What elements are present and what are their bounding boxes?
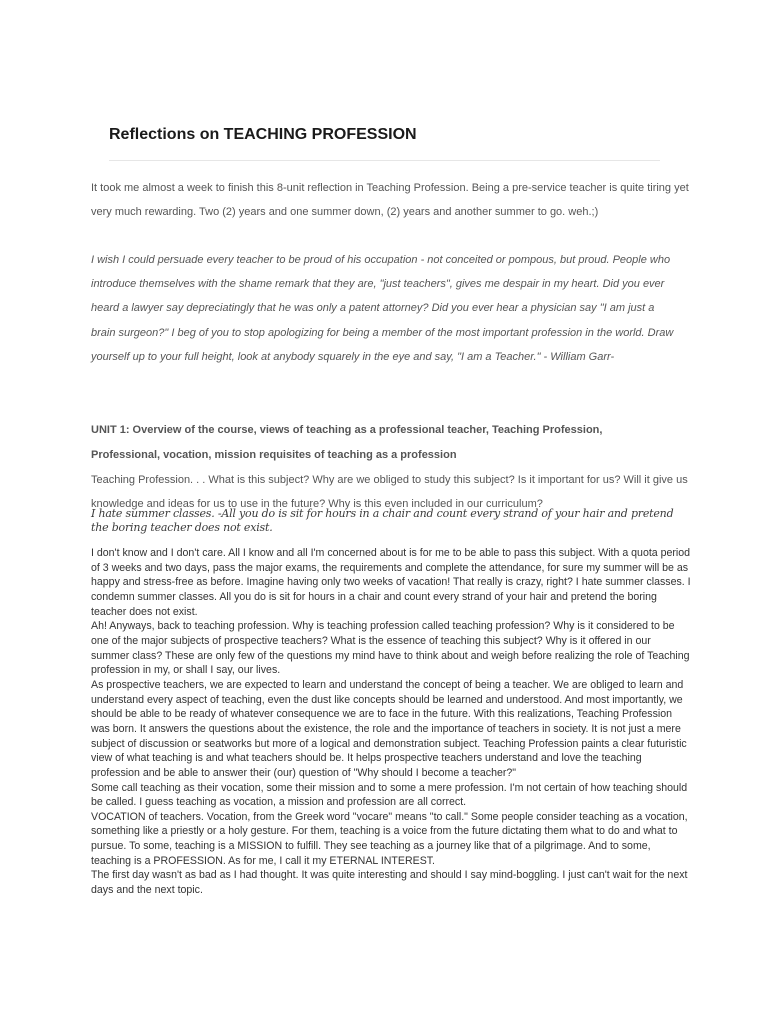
unit-1-questions: Teaching Profession. . . What is this subject? Why are we obliged to study this subject? Is it important for us? Will it give us knowledge and ideas for us to use in the future? Why is this even included in our curriculum?	[91, 474, 688, 510]
william-garr-quote: I wish I could persuade every teacher to be proud of his occupation - not conceited or pompous, but proud. People who introduce themselves with the shame remark that they are, "just teachers", gives me despair in my heart. Did you ever heard a lawyer say depreciatingly that he was only a patent attorney? Did you ever hear a physician say "I am just a brain surgeon?" I beg of you to stop apologizing for being a member of the most important profession in the world. Draw yourself up to your full height, look at anybody squarely in the eye and say, "I am a Teacher." - William Garr-	[91, 254, 674, 363]
body-text	[91, 546, 691, 898]
body-paragraph: VOCATION of teachers. Vocation, from the Greek word "vocare" means "to call." Some people consider teaching as a vocation, something like a priestly or a holy gesture. For them, teaching is a voice from the future dictating them what to do and what to pursue. To some, teaching is a MISSION to fulfill. They see teaching as a journey like that of a pilgrimage. And to some, teaching is a PROFESSION. As for me, I call it my ETERNAL INTEREST.	[91, 810, 688, 867]
body-paragraph: The first day wasn't as bad as I had thought. It was quite interesting and should I say mind-boggling. I just can't wait for the next days and the next topic.	[91, 869, 688, 897]
body-paragraph: Some call teaching as their vocation, some their mission and to some a mere profession. I'm not certain of how teaching should be called. I guess teaching as vocation, a mission and profession are all correct.	[91, 781, 688, 809]
page-title: Reflections on TEACHING PROFESSION	[109, 126, 417, 143]
body-paragraph: As prospective teachers, we are expected to learn and understand the concept of being a teacher. We are obliged to learn and understand every aspect of teaching, even the dust like concepts should be learned and understood. And most importantly, we should be able to be ready of whatever consequence we are to face in the future. With this realizations, Teaching Profession was born. It answers the questions about the existence, the role and the importance of teachers in society. It is not just a mere subject of discussion or seatworks but more of a logical and demonstration subject. Teaching Profession paints a clear futuristic view of what teaching is and what teachers should be. It helps prospective teachers understand and love the teaching profession and be able to answer their (our) question of "Why should I become a teacher?"	[91, 678, 687, 779]
body-paragraph: I don't know and I don't care. All I know and all I'm concerned about is for me to be able to pass this subject. With a quota period of 3 weeks and two days, pass the major exams, the requirements and complete the attendance, for sure my summer will be as happy and stress-free as before. Imagine having only two weeks of vacation! That really is crazy, right? I hate summer classes. I condemn summer classes. All you do is sit for hours in a chair and count every strand of your hair and pretend the boring teacher does not exist.	[91, 547, 691, 618]
handwritten-quote: I hate summer classes. -All you do is sit for hours in a chair and count every strand of your hair and pretend the boring teacher does not exist.	[91, 507, 674, 534]
title-divider	[109, 160, 660, 161]
body-paragraph: Ah! Anyways, back to teaching profession. Why is teaching profession called teaching profession? Why is it considered to be one of the major subjects of prospective teachers? What is the essence of teaching this subject? Why is it offered in our summer class? These are only few of the questions my mind have to think about and weigh before realizing the role of Teaching profession in my, or shall I say, our lives.	[91, 620, 690, 677]
unit-1-heading: UNIT 1: Overview of the course, views of teaching as a professional teacher, Teaching Profession, Professional, vocation, mission requisites of teaching as a profession	[91, 424, 603, 461]
intro-paragraph: It took me almost a week to finish this 8-unit reflection in Teaching Profession. Being a pre-service teacher is quite tiring yet very much rewarding. Two (2) years and one summer down, (2) years and another summer to go. weh.;)	[91, 182, 689, 218]
